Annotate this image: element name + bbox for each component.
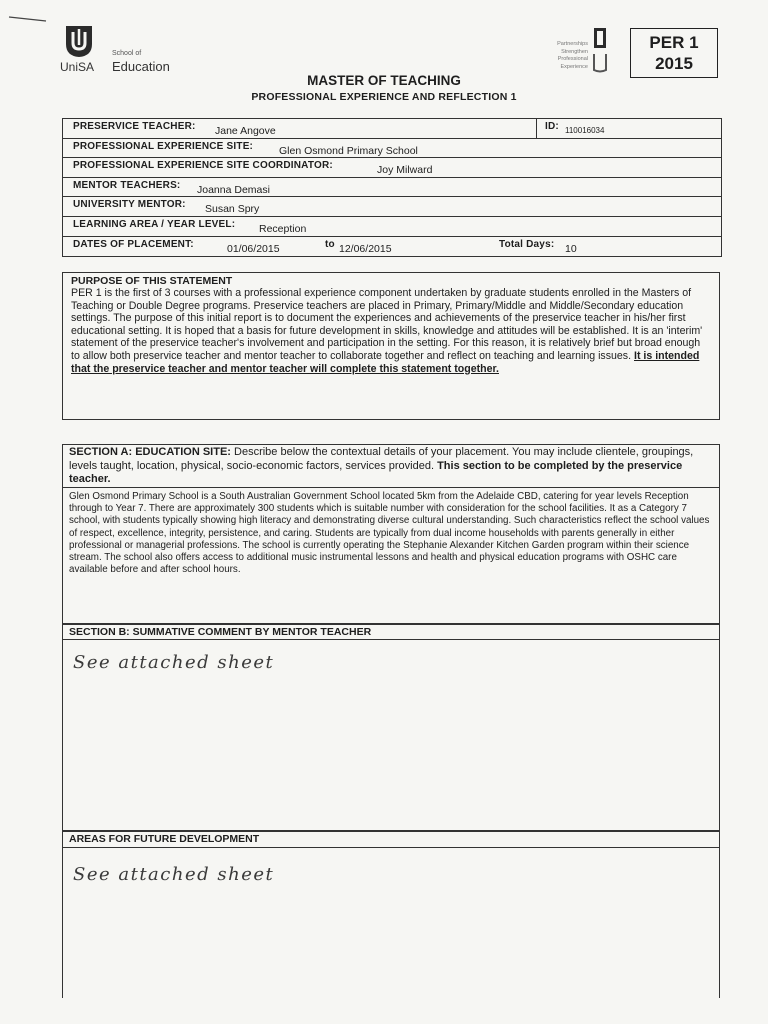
mentor-label: MENTOR TEACHERS:	[73, 179, 181, 191]
section-b-heading: SECTION B: SUMMATIVE COMMENT BY MENTOR TEACHER	[62, 624, 720, 640]
site-row	[63, 139, 721, 159]
purpose-text: PER 1 is the first of 3 courses with a professional experience component undertaken by graduate students enrolled in the Masters of Teaching or Double Degree programs. Preservice teachers are placed in Primary, Primary/Middle and Middle/Secondary education settings. The purpose of this initial report is to document the experiences and achievements of the preservice teacher in his/her first educational setting. It is hoped that a basis for future development in skills, knowledge and attitudes will be established. It is an 'interim' statement of the preservice teacher's involvement and participation in the setting. For this reason, it is relatively brief but broad enough to allow both preservice teacher and mentor teacher to collaborate together and reflect on teaching and learning issues. It is intended that the preservice teacher and mentor teacher will complete this statement together.	[71, 287, 703, 375]
section-a-instructions: Describe below the contextual details of your placement. You may include clientele, groupings, levels taught, location, physical, socio-economic factors, services provided.	[69, 446, 694, 472]
per-year: 2015	[655, 54, 693, 73]
per-code-box	[630, 28, 718, 78]
unisa-logo-icon	[64, 24, 94, 58]
education-label: Education	[112, 59, 170, 74]
placement-details-table	[62, 118, 722, 257]
future-development-heading: AREAS FOR FUTURE DEVELOPMENT	[62, 830, 720, 848]
section-b-body	[62, 640, 720, 832]
section-a-body: Glen Osmond Primary School is a South Australian Government School located 5km from the Adelaide CBD, catering for year levels Reception through to Year 7. There are approximately 300 students which is suitable number with consideration for the school facilities. It as a Category 7 school, with students typically showing high literacy and demonstrating diverse cultural understanding. Such characteristics reflect the school values of respect, excellence, integrity, persistence, and caring. Students are typically from dual income households with parents generally in either professional or managerial professions. The school is currently operating the Stephanie Alexander Kitchen Garden program within their science stream. The school also offers access to additional music instrumental lessons and health and physical education programs with OSHC care available before and after school hours.	[62, 488, 720, 624]
date-to-value: 12/06/2015	[339, 242, 392, 255]
future-development-body	[62, 848, 720, 998]
section-a-header	[62, 444, 720, 488]
purpose-heading: PURPOSE OF THIS STATEMENT	[71, 275, 233, 287]
site-label: PROFESSIONAL EXPERIENCE SITE:	[73, 140, 254, 152]
partnership-logo-icon	[590, 26, 610, 74]
total-days-label: Total Days:	[499, 238, 555, 250]
learning-area-row	[63, 217, 721, 237]
to-label: to	[325, 238, 335, 250]
mentor-row	[63, 178, 721, 198]
preservice-teacher-value: Jane Angove	[215, 125, 276, 137]
document-subtitle: PROFESSIONAL EXPERIENCE AND REFLECTION 1	[251, 91, 517, 103]
mentor-value: Joanna Demasi	[197, 183, 270, 196]
section-a-heading: SECTION A: EDUCATION SITE:	[69, 446, 231, 458]
coordinator-label: PROFESSIONAL EXPERIENCE SITE COORDINATOR:	[73, 160, 333, 172]
per-label: PER 1	[649, 33, 699, 52]
section-b-handwritten-note: See attached sheet	[73, 652, 275, 673]
learning-area-label: LEARNING AREA / YEAR LEVEL:	[73, 218, 236, 230]
id-value: 110016034	[565, 126, 605, 135]
coordinator-value: Joy Milward	[377, 164, 433, 177]
future-development-handwritten-note: See attached sheet	[73, 864, 275, 885]
partnership-tagline: Partnerships Strengthen Professional Experience	[557, 41, 588, 70]
university-mentor-label: UNIVERSITY MENTOR:	[73, 199, 186, 211]
purpose-statement-box	[62, 272, 720, 420]
dates-label: DATES OF PLACEMENT:	[73, 238, 194, 250]
coordinator-row	[63, 158, 721, 178]
preservice-teacher-row	[63, 119, 721, 139]
university-mentor-row	[63, 197, 721, 217]
purpose-emphasis: It is intended that the preservice teacher and mentor teacher will complete this statement together.	[71, 349, 700, 375]
date-from-value: 01/06/2015	[227, 242, 280, 255]
university-mentor-value: Susan Spry	[205, 203, 260, 216]
section-a-instructions-bold: This section to be completed by the preservice teacher.	[69, 459, 683, 485]
unisa-wordmark: UniSA	[60, 60, 95, 74]
site-value: Glen Osmond Primary School	[279, 144, 418, 157]
preservice-teacher-label: PRESERVICE TEACHER:	[73, 121, 196, 132]
id-label: ID:	[545, 121, 559, 132]
document-title: MASTER OF TEACHING	[307, 73, 461, 88]
stray-pen-mark	[8, 14, 48, 24]
learning-area-value: Reception	[259, 222, 307, 235]
school-of-label: School of	[112, 50, 142, 57]
total-days-value: 10	[565, 242, 577, 255]
dates-row	[63, 237, 721, 257]
